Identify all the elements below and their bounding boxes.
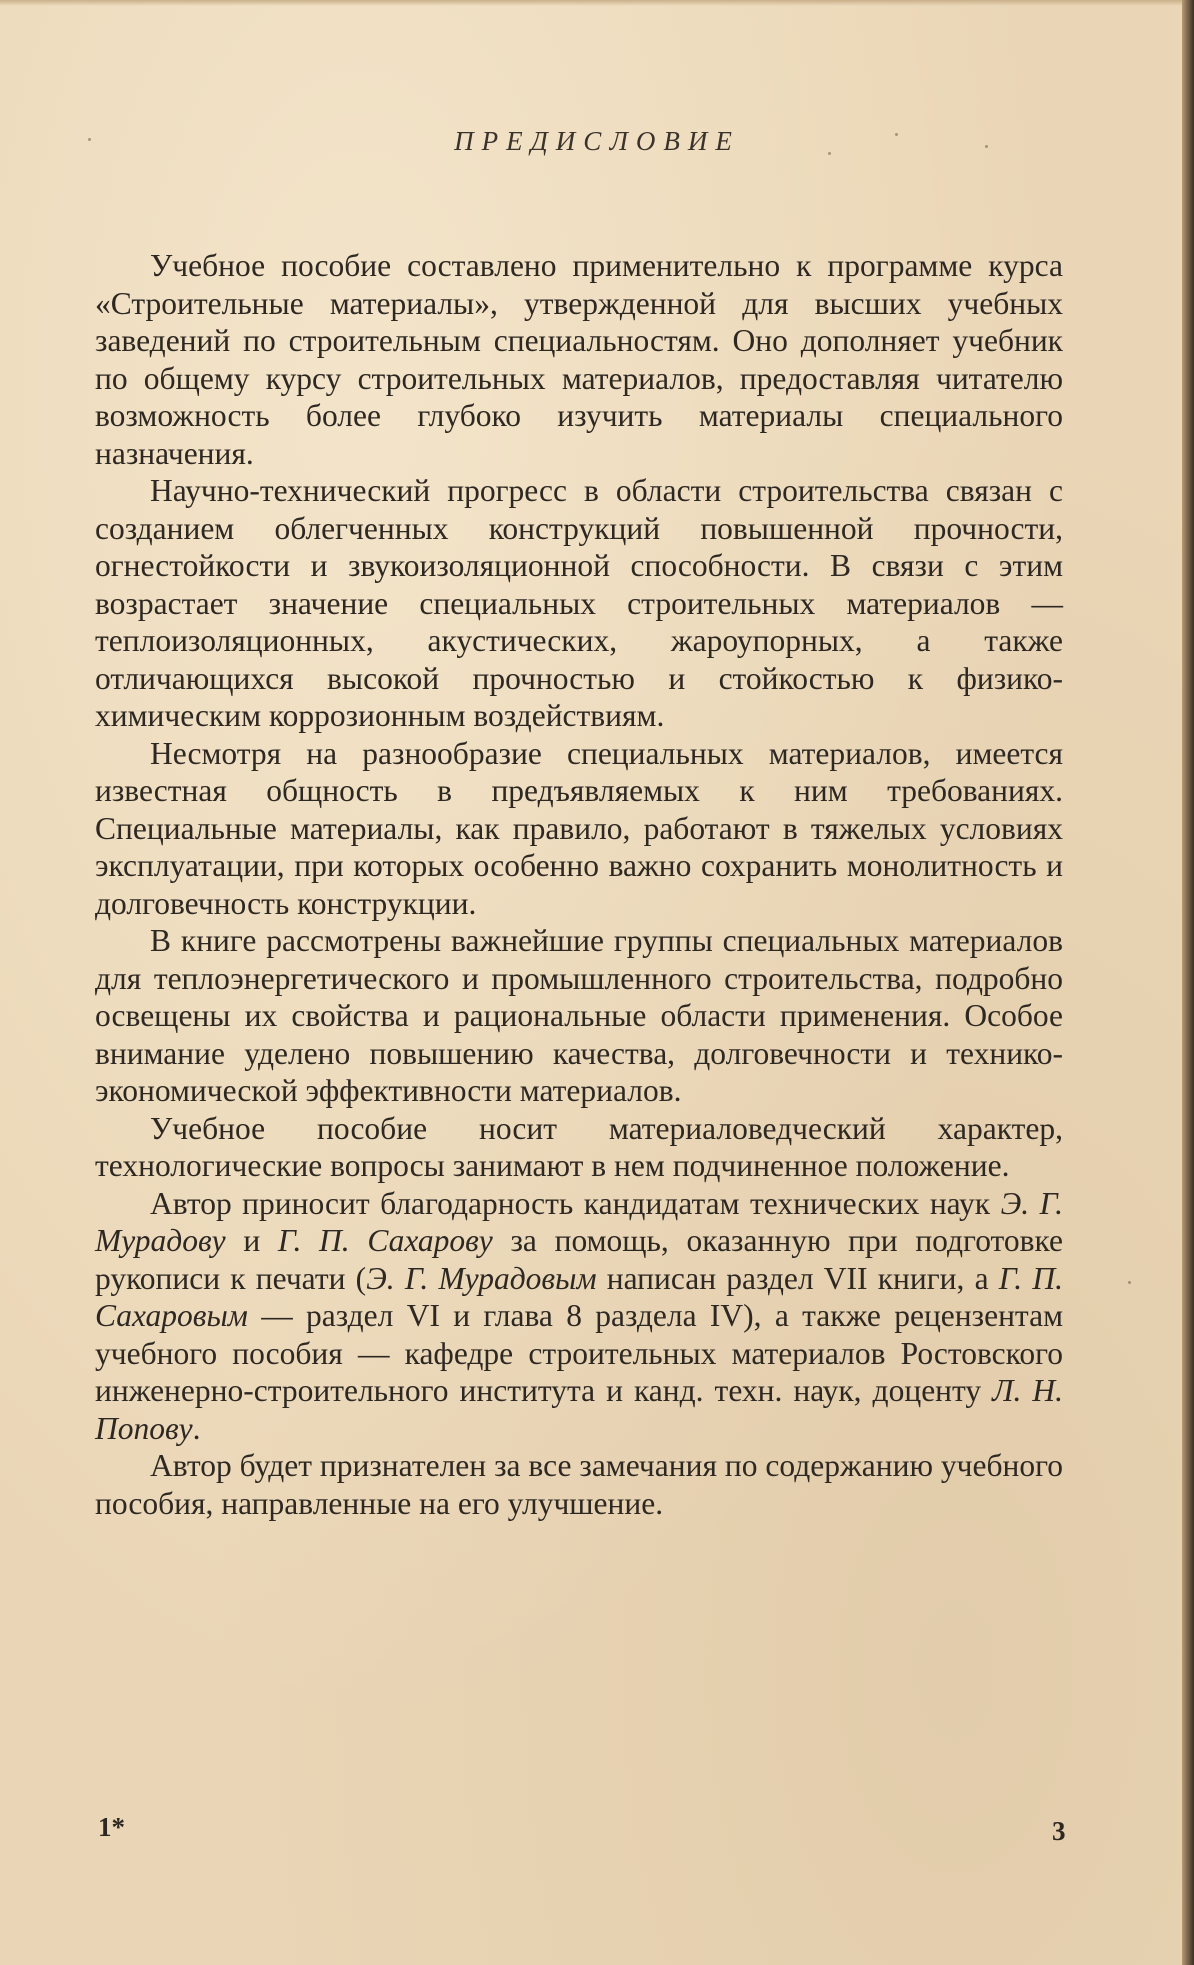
preface-paragraph	[95, 1185, 1063, 1448]
preface-paragraph	[95, 472, 1063, 735]
page-top-edge	[0, 0, 1194, 6]
signature-mark: 1*	[98, 1812, 125, 1842]
page-right-edge	[1182, 0, 1194, 1965]
person-name: Г. П. Сахарову	[277, 1223, 493, 1258]
person-name: Г. П. Сахаровым	[95, 1260, 1063, 1333]
paragraph-text: Автор будет признателен за все замечания по содержанию учебного пособия, направленные на его улучшение.	[95, 1448, 1063, 1521]
paragraph-text: Автор приносит благодарность кандидатам технических наук	[150, 1185, 1001, 1221]
preface-paragraph	[95, 735, 1063, 923]
paragraph-text: В книге рассмотрены важнейшие группы специальных материалов для теплоэнергетического и промышленного строительства, подробно освещены их свойства и рациональные области применения. Особое внимание уделено повышению качества, долговечности и технико-экономической эффективности материалов.	[95, 923, 1063, 1108]
paragraph-text: Учебное пособие носит материаловедческий характер, технологические вопросы занимают в нем подчиненное положение.	[95, 1110, 1063, 1183]
paragraph-text: Научно-технический прогресс в области строительства связан с созданием облегченных конструкций повышенной прочности, огнестойкости и звукоизоляционной способности. В связи с этим возрастает значение специальных строительных материалов — теплоизоляционных, акустических, жароупорных, а также отличающихся высокой прочностью и стойкостью к физико-химическим коррозионным воздействиям.	[95, 473, 1063, 733]
person-name: Э. Г. Мурадовым	[366, 1260, 597, 1296]
paragraph-text: Учебное пособие составлено применительно к программе курса «Строительные материалы», утвержденной для высших учебных заведений по строительным специальностям. Оно дополняет учебник по общему курсу строительных материалов, предоставляя читателю возможность более глубоко изучить материалы специального назначения.	[95, 248, 1063, 471]
paragraph-text: и	[225, 1223, 278, 1258]
person-name: Л. Н. Попову	[95, 1373, 1063, 1446]
preface-body	[95, 247, 1063, 1522]
person-name: Э. Г. Мурадову	[95, 1185, 1063, 1258]
paragraph-text: — раздел VI и глава 8 раздела IV), а также рецензентам учебного пособия — кафедре строительных материалов Ростовского инженерно-строительного института и канд. техн. наук, доценту	[95, 1298, 1063, 1408]
preface-paragraph	[95, 247, 1063, 472]
preface-paragraph	[95, 1447, 1063, 1522]
paragraph-text: написан раздел VII книги, а	[596, 1260, 999, 1296]
paragraph-text: Несмотря на разнообразие специальных материалов, имеется известная общность в предъявляемых к ним требованиях. Специальные материалы, как правило, работают в тяжелых условиях эксплуатации, при которых особенно важно сохранить монолитность и долговечность конструкции.	[95, 735, 1063, 921]
print-speck	[1128, 1281, 1131, 1284]
preface-paragraph	[95, 922, 1063, 1110]
paragraph-text: .	[192, 1410, 201, 1446]
preface-paragraph	[95, 1110, 1063, 1185]
page-title: ПРЕДИСЛОВИЕ	[454, 126, 740, 156]
paragraph-text: за помощь, оказанную при подготовке рукописи к печати (	[95, 1223, 1063, 1296]
page-number: 3	[1052, 1816, 1066, 1846]
